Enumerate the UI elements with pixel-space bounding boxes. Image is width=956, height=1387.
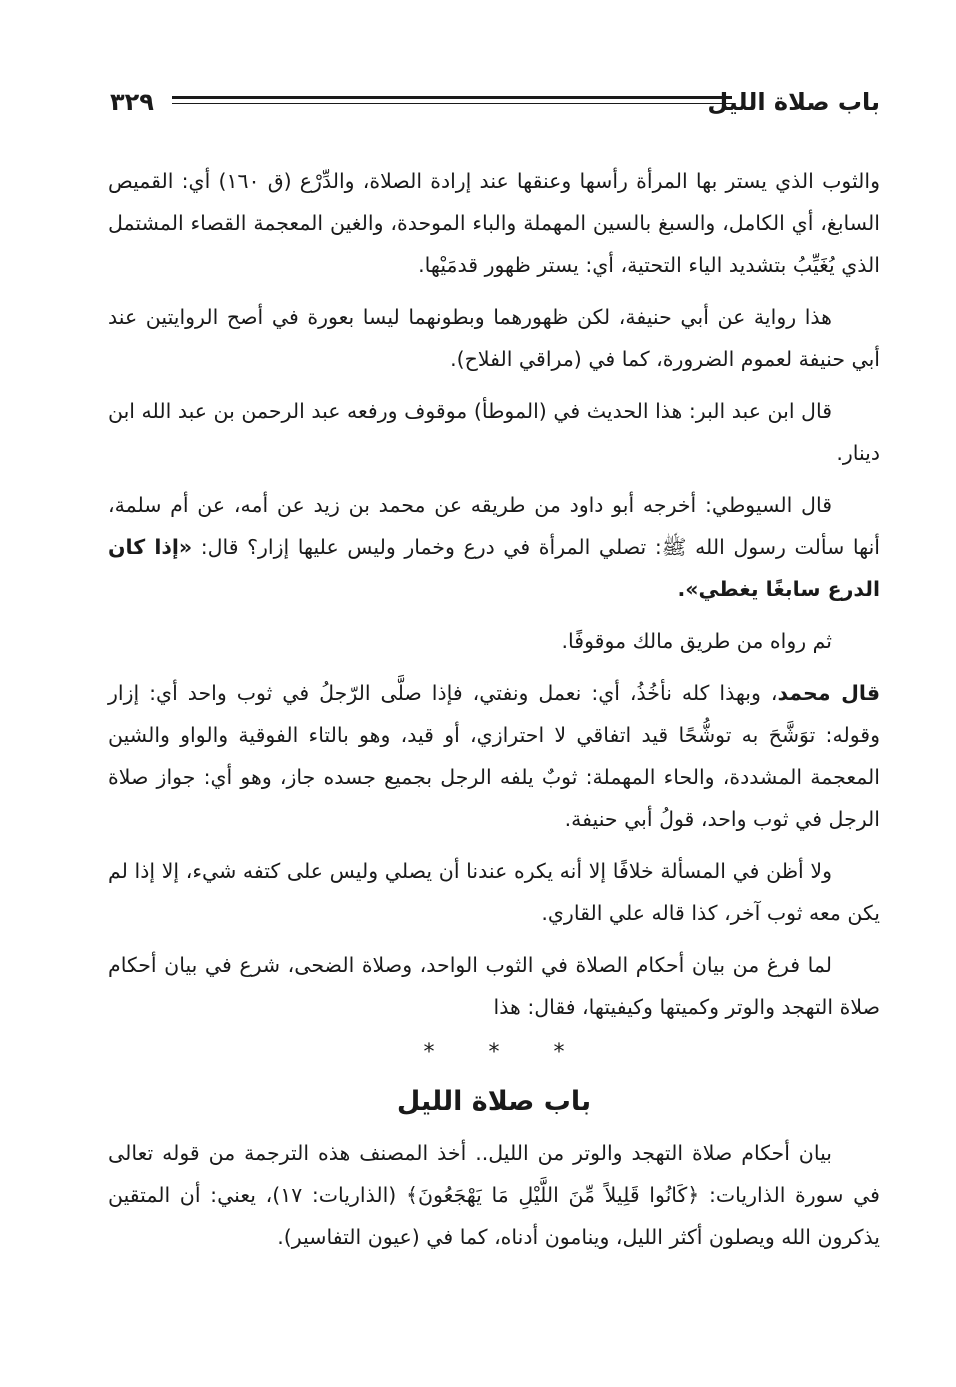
paragraph: هذا رواية عن أبي حنيفة، لكن ظهورهما وبطونهما ليسا بعورة في أصح الروايتين عند أبي حنيفة لعموم الضرورة، كما في (مراقي الفلاح). <box>108 305 880 371</box>
paragraph <box>108 484 880 610</box>
running-header <box>110 84 880 124</box>
paragraph-text: ، وبهذا كله نأخُذُ، أي: نعمل ونفتي، فإذا صلَّى الرّجلُ في ثوب واحد أي: إزار وقوله: توَشَّحَ به توشُّحًا قيد اتفاقي لا احترازي، أو قيد، وهو بالتاء الفوقية والواو والشين المعجمة المشددة، والحاء المهملة: ثوبٌ يلفه الرجل بجميع جسده جاز، وهو أي: جواز صلاة الرجل في ثوب واحد، قولُ أبي حنيفة. <box>108 681 880 831</box>
speaker-label: قال محمد <box>777 681 880 705</box>
paragraph: ولا أظن في المسألة خلافًا إلا أنه يكره عندنا أن يصلي وليس على كتفه شيء، إلا إذا لم يكن معه ثوب آخر، كذا قاله علي القاري. <box>108 859 880 925</box>
hadith-quote: «إذا كان الدرع سابغًا يغطي». <box>108 535 880 601</box>
paragraph: قال ابن عبد البر: هذا الحديث في (الموطأ) موقوف ورفعه عبد الرحمن بن عبد الله ابن دينار. <box>108 399 880 465</box>
chapter-title: باب صلاة الليل <box>707 88 880 116</box>
page-number: ٣٢٩ <box>110 88 154 116</box>
asterisk-icon: * <box>553 1040 565 1065</box>
paragraph: ثم رواه من طريق مالك موقوفًا. <box>561 629 832 653</box>
paragraph <box>108 672 880 840</box>
asterisk-icon: * <box>488 1040 500 1065</box>
section-title: باب صلاة الليل <box>396 1086 592 1117</box>
section-divider <box>108 1038 880 1068</box>
page-body <box>108 160 880 1268</box>
paragraph-text: قال السيوطي: أخرجه أبو داود من طريقه عن محمد بن زيد عن أمه، عن أم سلمة، أنها سألت رسول الله ﷺ: تصلي المرأة في درع وخمار وليس عليها إزار؟ قال: <box>108 493 880 559</box>
paragraph: بيان أحكام صلاة التهجد والوتر من الليل.. أخذ المصنف هذه الترجمة من قوله تعالى في سورة الذاريات: ﴿كَانُوا قَلِيلاً مِّنَ اللَّيْلِ مَا يَهْجَعُونَ﴾ (الذاريات: ١٧)، يعني: أن المتقين يذكرون الله ويصلون أكثر الليل، وينامون أدناه، كما في (عيون التفاسير). <box>108 1141 880 1249</box>
paragraph: لما فرغ من بيان أحكام الصلاة في الثوب الواحد، وصلاة الضحى، شرع في بيان أحكام صلاة التهجد والوتر وكميتها وكيفيتها، فقال: هذا <box>108 953 880 1019</box>
header-rule <box>172 96 732 104</box>
paragraph: والثوب الذي يستر بها المرأة رأسها وعنقها عند إرادة الصلاة، والدِّرْع (ق ١٦٠) أي: القميص السابغ، أي الكامل، والسبغ بالسين المهملة والباء الموحدة، والغين المعجمة القصاء المشتمل الذي يُغَيِّبُ بتشديد الياء التحتية، أي: يستر ظهور قدمَيْها. <box>108 169 880 277</box>
asterisk-icon: * <box>423 1040 435 1065</box>
